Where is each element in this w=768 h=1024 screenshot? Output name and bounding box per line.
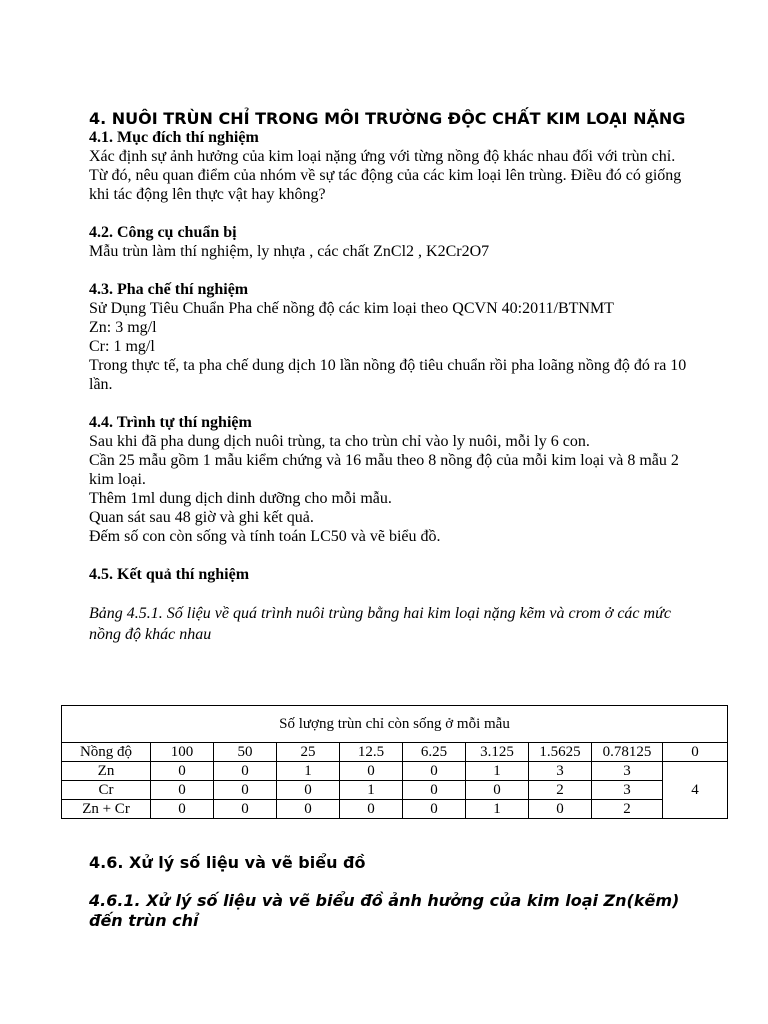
header-cell: 100 (151, 743, 214, 762)
header-cell: 6.25 (403, 743, 466, 762)
section-43-line: Cr: 1 mg/l (89, 338, 155, 355)
section-44-line: Sau khi đã pha dung dịch nuôi trùng, ta cho trùn chỉ vào ly nuôi, mỗi ly 6 con. (89, 433, 590, 450)
header-cell: 12.5 (340, 743, 403, 762)
table-cell: 0 (151, 781, 214, 800)
section-46-heading: 4.6. Xử lý số liệu và vẽ biểu đồ (89, 853, 366, 872)
section-44-line: Thêm 1ml dung dịch dinh dưỡng cho mỗi mẫu. (89, 490, 392, 507)
table-cell: 3 (592, 781, 663, 800)
section-43-line: Sử Dụng Tiêu Chuẩn Pha chế nồng độ các kim loại theo QCVN 40:2011/BTNMT (89, 300, 614, 317)
table-cell: 1 (466, 800, 529, 819)
section-44-line: Quan sát sau 48 giờ và ghi kết quả. (89, 509, 314, 526)
table-title: Số lượng trùn chỉ còn sống ở mỗi mẫu (62, 706, 728, 743)
header-cell: 0 (663, 743, 728, 762)
header-cell: 0.78125 (592, 743, 663, 762)
table-cell: 0 (214, 800, 277, 819)
section-43-heading: 4.3. Pha chế thí nghiệm (89, 281, 249, 298)
section-41-line: Từ đó, nêu quan điểm của nhóm về sự tác động của các kim loại lên trùng. Điều đó có giống khi tác động lên thực vật hay không? (89, 167, 682, 203)
table-cell: 0 (403, 781, 466, 800)
table-cell: 0 (340, 762, 403, 781)
header-cell: 50 (214, 743, 277, 762)
document-body (89, 109, 689, 645)
table-cell: 1 (340, 781, 403, 800)
table-cell: 0 (466, 781, 529, 800)
section-41-heading: 4.1. Mục đích thí nghiệm (89, 129, 259, 146)
row-label: Zn (62, 762, 151, 781)
table-cell: 1 (277, 762, 340, 781)
table-cell: 0 (340, 800, 403, 819)
table-row (62, 781, 728, 800)
table-cell: 0 (277, 800, 340, 819)
table-cell: 0 (214, 781, 277, 800)
table-caption: Bảng 4.5.1. Số liệu về quá trình nuôi trùng bằng hai kim loại nặng kẽm và crom ở các mức nồng độ khác nhau (89, 605, 671, 643)
results-table (61, 705, 728, 819)
header-cell: Nồng độ (62, 743, 151, 762)
header-cell: 1.5625 (529, 743, 592, 762)
section-44-heading: 4.4. Trình tự thí nghiệm (89, 414, 252, 431)
table-cell: 1 (466, 762, 529, 781)
header-cell: 3.125 (466, 743, 529, 762)
section-461-heading: 4.6.1. Xử lý số liệu và vẽ biểu đồ ảnh hưởng của kim loại Zn(kẽm) đến trùn chỉ (89, 891, 680, 930)
table-cell: 0 (151, 800, 214, 819)
table-row (62, 800, 728, 819)
section-42-heading: 4.2. Công cụ chuẩn bị (89, 224, 237, 241)
table-cell: 3 (592, 762, 663, 781)
table-cell: 0 (277, 781, 340, 800)
row-label: Cr (62, 781, 151, 800)
table-cell: 0 (529, 800, 592, 819)
row-label: Zn + Cr (62, 800, 151, 819)
table-cell: 0 (214, 762, 277, 781)
table-cell: 3 (529, 762, 592, 781)
section-43-line: Zn: 3 mg/l (89, 319, 157, 336)
section-43-line: Trong thực tế, ta pha chế dung dịch 10 lần nồng độ tiêu chuẩn rồi pha loãng nồng độ đó ra 10 lần. (89, 357, 687, 393)
table-cell: 0 (151, 762, 214, 781)
section-41-line: Xác định sự ảnh hưởng của kim loại nặng ứng với từng nồng độ khác nhau đối với trùn chỉ. (89, 148, 676, 165)
table-row (62, 762, 728, 781)
section-42-line: Mẫu trùn làm thí nghiệm, ly nhựa , các chất ZnCl2 , K2Cr2O7 (89, 243, 490, 260)
table-header-row (62, 743, 728, 762)
section-44-line: Cần 25 mẫu gồm 1 mẫu kiểm chứng và 16 mẫu theo 8 nồng độ của mỗi kim loại và 8 mẫu 2 kim loại. (89, 452, 679, 488)
control-cell: 4 (663, 762, 728, 819)
section-45-heading: 4.5. Kết quả thí nghiệm (89, 566, 250, 583)
table-cell: 0 (403, 762, 466, 781)
table-cell: 2 (592, 800, 663, 819)
header-cell: 25 (277, 743, 340, 762)
chapter-title: 4. NUÔI TRÙN CHỈ TRONG MÔI TRƯỜNG ĐỘC CHẤT KIM LOẠI NẶNG (89, 109, 686, 128)
table-cell: 2 (529, 781, 592, 800)
table-cell: 0 (403, 800, 466, 819)
section-44-line: Đếm số con còn sống và tính toán LC50 và vẽ biểu đồ. (89, 528, 441, 545)
